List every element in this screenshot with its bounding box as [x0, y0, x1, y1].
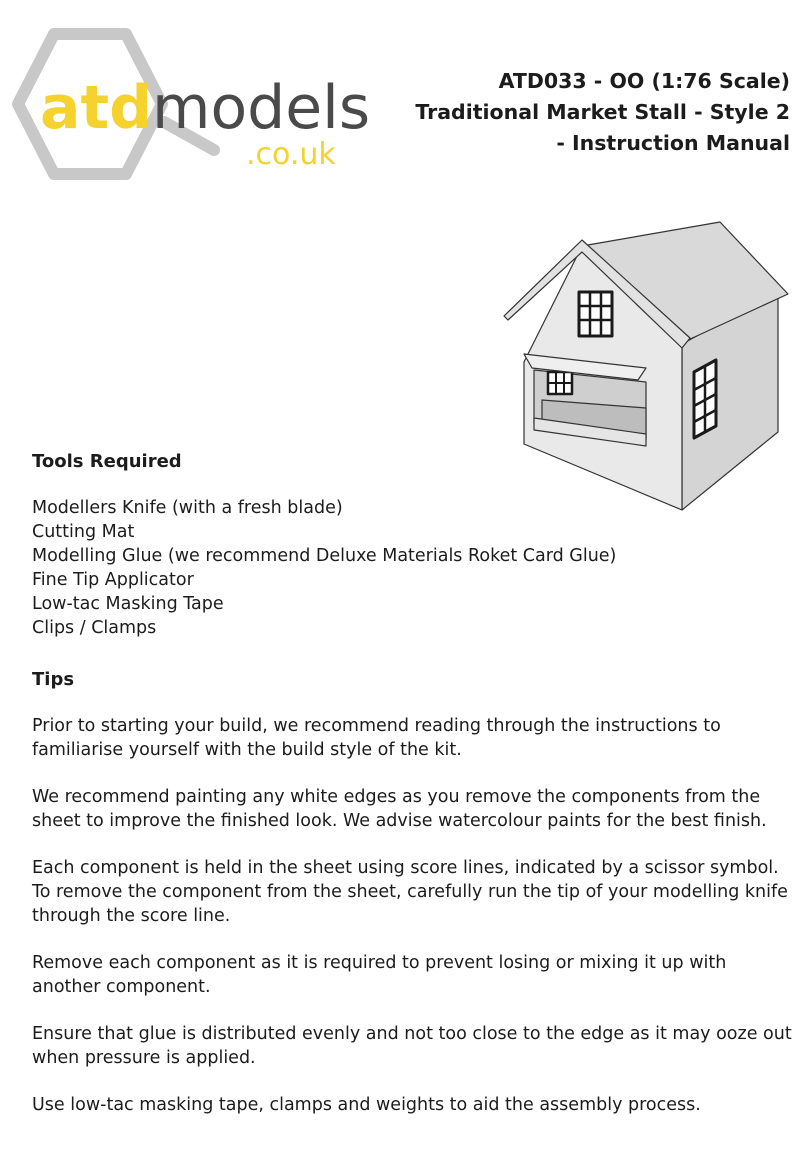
- logo-domain: .co.uk: [246, 137, 336, 172]
- tip-paragraph: Each component is held in the sheet using score lines, indicated by a scissor symbol. To remove the component from the sheet, carefully run the tip of your modelling knife through the score line.: [32, 858, 788, 926]
- tool-item: Cutting Mat: [32, 522, 135, 542]
- tip-paragraph: We recommend painting any white edges as you remove the components from the sheet to improve the finished look. We advise watercolour paints for the best finish.: [32, 787, 767, 831]
- tool-item: Fine Tip Applicator: [32, 570, 194, 590]
- tip-paragraph: Remove each component as it is required to prevent losing or mixing it up with another component.: [32, 953, 727, 997]
- tips-heading: Tips: [32, 669, 75, 690]
- title-line: Traditional Market Stall - Style 2: [415, 100, 790, 124]
- upper-window-icon: [579, 292, 612, 336]
- atd-models-logo: [14, 22, 371, 197]
- tool-item: Clips / Clamps: [32, 618, 157, 638]
- tip-paragraph: Ensure that glue is distributed evenly and not too close to the edge as it may ooze out when pressure is applied.: [32, 1024, 792, 1068]
- stall-window-icon: [548, 372, 572, 394]
- tools-list: [32, 496, 792, 640]
- manual-body: [32, 450, 792, 1117]
- logo-brand-primary: atd: [40, 73, 153, 143]
- side-window-icon: [694, 360, 716, 438]
- title-line: - Instruction Manual: [556, 131, 790, 155]
- title-line: ATD033 - OO (1:76 Scale): [498, 69, 790, 93]
- tool-item: Modellers Knife (with a fresh blade): [32, 498, 343, 518]
- tool-item: Low-tac Masking Tape: [32, 594, 224, 614]
- tip-paragraph: Use low-tac masking tape, clamps and weights to aid the assembly process.: [32, 1095, 701, 1115]
- tools-heading: Tools Required: [32, 451, 182, 472]
- manual-title: [370, 66, 790, 159]
- tip-paragraph: Prior to starting your build, we recommend reading through the instructions to familiarise yourself with the build style of the kit.: [32, 716, 721, 760]
- logo-brand-secondary: models: [152, 73, 371, 143]
- tool-item: Modelling Glue (we recommend Deluxe Materials Roket Card Glue): [32, 546, 617, 566]
